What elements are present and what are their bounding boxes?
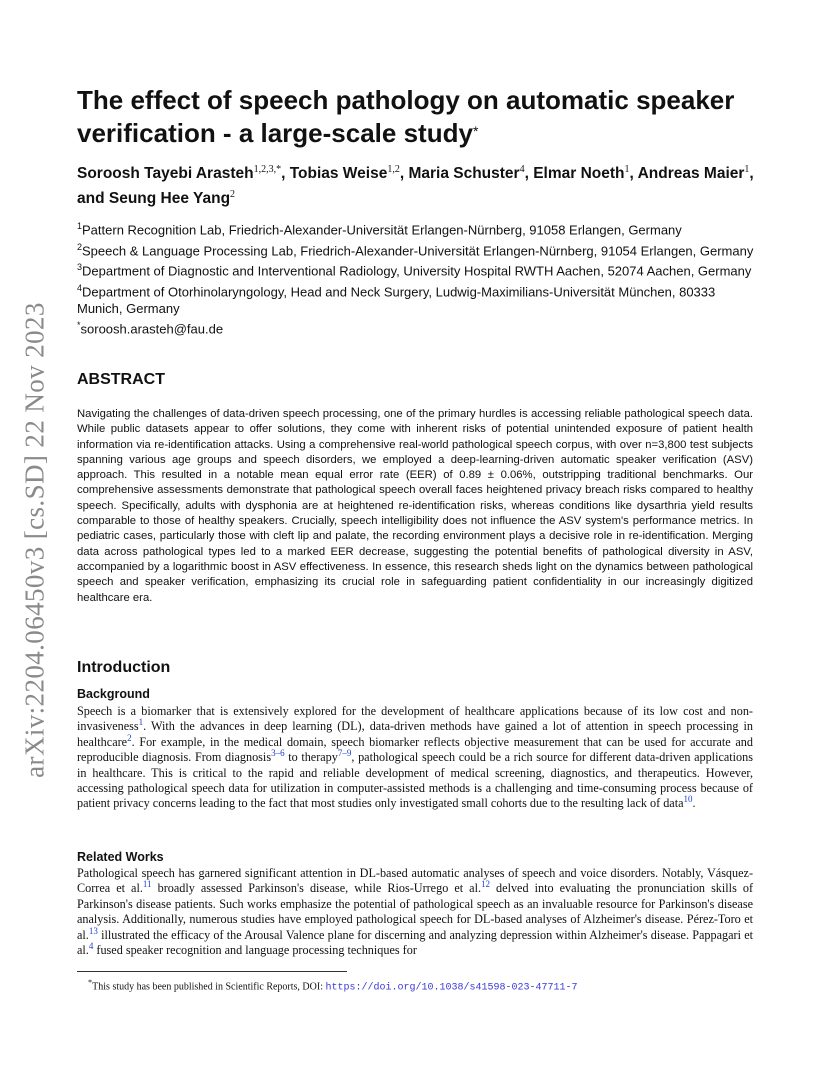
citation-link[interactable]: 2 (127, 732, 132, 743)
abstract-heading: ABSTRACT (77, 371, 165, 388)
footnote (88, 976, 768, 994)
affiliation-text: Speech & Language Processing Lab, Friedrich-Alexander-Universität Erlangen-Nürnberg, 91054 Erlangen, Germany (82, 242, 754, 258)
author (638, 165, 750, 182)
citation-link[interactable]: 12 (481, 879, 491, 890)
footnote-text: This study has been published in Scientific Reports, DOI: (92, 981, 326, 993)
affiliation-mark: 3 (77, 262, 83, 273)
footnote-rule (77, 971, 347, 972)
title-footnote-mark: * (472, 123, 479, 139)
citation-link[interactable]: 10 (683, 794, 693, 805)
author (290, 165, 400, 182)
citation-link[interactable]: 7–9 (337, 748, 352, 759)
author-name: Andreas Maier (637, 165, 745, 183)
author-name: Tobias Weise (289, 165, 388, 183)
affiliation-mark: 2 (77, 241, 83, 252)
citation-link[interactable]: 13 (88, 925, 98, 936)
text-run: to therapy (284, 750, 338, 765)
author-affiliation-mark: 2 (230, 189, 236, 201)
arxiv-identifier: arXiv:2204.06450v3 [cs.SD] 22 Nov 2023 (19, 302, 50, 778)
title-text: The effect of speech pathology on automatic speaker verification - a large-scale study (77, 85, 735, 148)
author (77, 165, 281, 182)
author-affiliation-mark: 4 (519, 164, 525, 175)
affiliation (77, 218, 757, 239)
abstract-text: Navigating the challenges of data-driven speech processing, one of the primary hurdles is accessing reliable pathological speech data. While public datasets appear to offer solutions, they come with inherent risks of potential unintended exposure of patient health information via re-identification attacks. Using a comprehensive real-world pathological speech corpus, with over n=3,800 test subjects spanning various age groups and speech disorders, we employed a deep-learning-driven automatic speaker verification (ASV) approach. This resulted in a notable mean equal error rate (EER) of 0.89 ± 0.06%, outstripping traditional benchmarks. Our comprehensive assessments demonstrate that pathological speech overall faces heightened privacy breach risks compared to healthy speech. Specifically, adults with dysphonia are at heightened re-identification risks, whereas conditions like dysarthria yield results comparable to those of healthy speakers. Crucially, speech intelligibility does not influence the ASV system's performance metrics. In pediatric cases, particularly those with cleft lip and palate, the recording environment plays a decisive role in re-identification. Merging data across pathological types led to a marked EER decrease, suggesting the potential benefits of pathological diversity in ASV, accompanied by a logarithmic boost in ASV effectiveness. In essence, this research sheds light on the dynamics between pathological speech and speaker verification, emphasizing its crucial role in safeguarding patient confidentiality in our increasingly digitized healthcare era. (77, 408, 753, 604)
text-run: . With the advances in deep learning (DL), data-driven methods have gained a lot of attention in speech processing in healthcare (77, 719, 753, 749)
text-run: illustrated the efficacy of the Arousal Valence plane for discerning and analyzing depression within Alzheimer's disease. Pappagari et al. (77, 927, 753, 958)
citation-link[interactable]: 1 (138, 717, 144, 728)
author (109, 190, 235, 207)
citation-link[interactable]: 11 (142, 879, 152, 890)
text-run: , pathological speech could be a rich source for different data-driven applications in healthcare. This is critical to the rapid and reliable development of medical screening, diagnostics, and therapeutics. However, accessing pathological speech data for utilization in computer-assisted methods is a challenging and time-consuming process because of patient privacy concerns leading to the fact that most studies only investigated small cohorts due to the resulting lack of data (77, 750, 753, 811)
text-run: Speech is a biomarker that is extensively explored for the development of healthcare applications because of its low cost and non-invasiveness (77, 704, 753, 734)
author-affiliation-mark: 1 (744, 164, 750, 175)
related-works-paragraph (77, 866, 753, 958)
paper-title (77, 84, 777, 150)
background-paragraph (77, 704, 753, 812)
affiliations (77, 218, 757, 337)
affiliation (77, 280, 757, 317)
author-name: Maria Schuster (408, 165, 520, 183)
citation-link[interactable]: 4 (88, 940, 94, 951)
doi-link[interactable]: https://doi.org/10.1038/s41598-023-47711-7 (325, 982, 578, 994)
background-heading: Background (77, 687, 150, 701)
affiliation-mark: 4 (77, 282, 83, 293)
footnote-mark: * (88, 978, 93, 987)
affiliation (77, 259, 757, 280)
author (408, 165, 524, 182)
text-run: fused speaker recognition and language processing techniques for (93, 943, 417, 958)
citation-link[interactable]: 3–6 (271, 748, 285, 759)
text-run: Pathological speech has garnered significant attention in DL-based automatic analyses of speech and voice disorders. Notably, Vásquez-Correa et al. (77, 866, 753, 896)
author-name: Elmar Noeth (533, 165, 625, 183)
text-run: delved into evaluating the pronunciation skills of Parkinson's disease patients. Such works emphasize the potential of pathological speech as an invaluable resource for Parkinson's disease analysis. Additionally, numerous studies have employed pathological speech for DL-based analyses of Alzheimer's disease. Pérez-Toro et al. (77, 881, 754, 942)
author (533, 165, 629, 182)
author-affiliation-mark: 1,2,3,* (253, 164, 282, 175)
text-run: . For example, in the medical domain, speech biomarker reflects objective measurement that can be used for accurate and reproducible diagnosis. From diagnosis (77, 734, 753, 765)
affiliation-mark: 1 (77, 221, 83, 231)
related-works-heading: Related Works (77, 850, 164, 864)
author-affiliation-mark: 1,2 (387, 164, 400, 175)
affiliation (77, 317, 757, 338)
affiliation (77, 239, 757, 260)
affiliation-text: Pattern Recognition Lab, Friedrich-Alexander-Universität Erlangen-Nürnberg, 91058 Erlangen, Germany (82, 222, 682, 238)
text-run: . (692, 796, 696, 811)
affiliation-mark: * (77, 319, 81, 330)
author-affiliation-mark: 1 (624, 164, 630, 175)
text-run: broadly assessed Parkinson's disease, while Rios-Urrego et al. (151, 881, 482, 896)
author-name: Seung Hee Yang (108, 190, 231, 208)
affiliation-text: Department of Diagnostic and Interventional Radiology, University Hospital RWTH Aachen, 52074 Aachen, Germany (82, 263, 752, 279)
author-name: Soroosh Tayebi Arasteh (77, 165, 254, 183)
introduction-heading: Introduction (77, 659, 171, 676)
affiliation-text: Department of Otorhinolaryngology, Head and Neck Surgery, Ludwig-Maximilians-Universität München, 80333 Munich, Germany (77, 284, 716, 316)
author-list: Soroosh Tayebi Arasteh$^{1,2,3,*}$, Tobias Weise$^{1,2}$, Maria Schuster$^4$, Elmar Noeth$^1$, Andreas Maier$^1$, and Seung Hee Yang$^2$ (77, 164, 754, 208)
affiliation-text: soroosh.arasteh@fau.de (80, 321, 224, 337)
